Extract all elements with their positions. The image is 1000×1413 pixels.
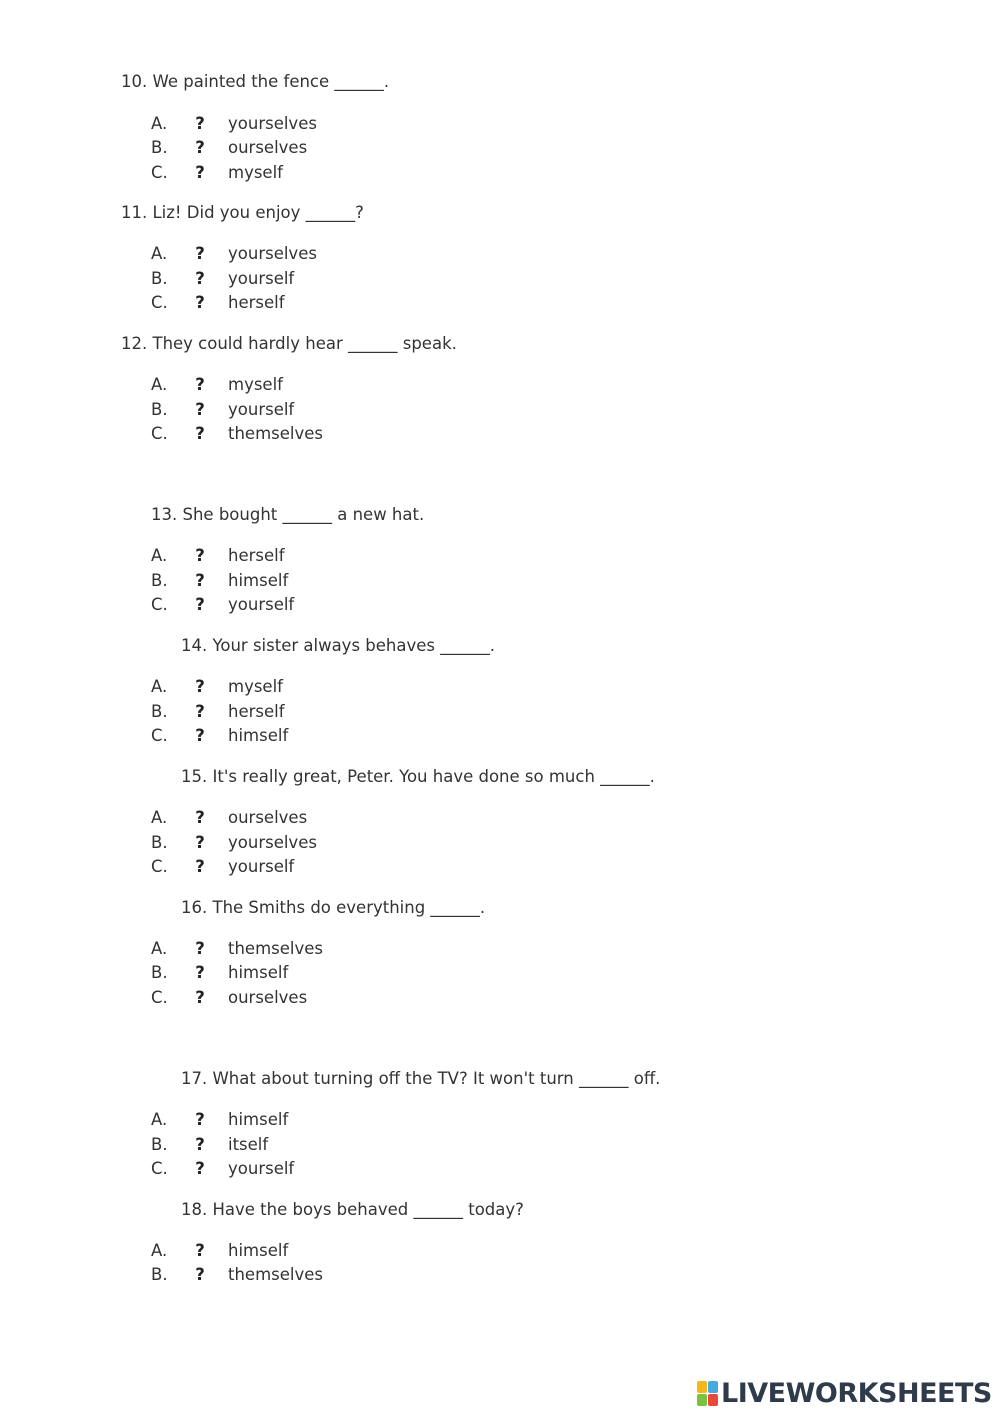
- answer-dropdown-marker[interactable]: ?: [195, 1241, 205, 1260]
- question-16: 16. The Smiths do everything ______.: [181, 898, 486, 917]
- option-letter: A.: [151, 114, 168, 133]
- option-letter: A.: [151, 808, 168, 827]
- option-text: ourselves: [228, 988, 308, 1007]
- option-letter: C.: [151, 726, 168, 745]
- option-letter: B.: [151, 269, 168, 288]
- option-text: itself: [228, 1135, 269, 1154]
- option-17-b[interactable]: [151, 1134, 411, 1156]
- answer-dropdown-marker[interactable]: ?: [195, 726, 205, 745]
- answer-dropdown-marker[interactable]: ?: [195, 963, 205, 982]
- answer-dropdown-marker[interactable]: ?: [195, 293, 205, 312]
- answer-dropdown-marker[interactable]: ?: [195, 677, 205, 696]
- option-text: myself: [228, 677, 283, 696]
- option-16-a[interactable]: [151, 938, 411, 960]
- answer-dropdown-marker[interactable]: ?: [195, 375, 205, 394]
- question-13: 13. She bought ______ a new hat.: [151, 505, 425, 524]
- answer-dropdown-marker[interactable]: ?: [195, 424, 205, 443]
- answer-dropdown-marker[interactable]: ?: [195, 1110, 205, 1129]
- option-10-a[interactable]: [151, 113, 411, 135]
- option-10-b[interactable]: [151, 137, 411, 159]
- option-text: himself: [228, 571, 289, 590]
- option-12-a[interactable]: [151, 374, 411, 396]
- answer-dropdown-marker[interactable]: ?: [195, 808, 205, 827]
- logo-wordmark: LIVEWORKSHEETS: [721, 1378, 992, 1409]
- option-letter: B.: [151, 138, 168, 157]
- answer-dropdown-marker[interactable]: ?: [195, 939, 205, 958]
- option-letter: A.: [151, 1110, 168, 1129]
- answer-dropdown-marker[interactable]: ?: [195, 244, 205, 263]
- option-letter: A.: [151, 244, 168, 263]
- option-15-c[interactable]: [151, 856, 411, 878]
- question-10: 10. We painted the fence ______.: [121, 72, 390, 91]
- option-letter: A.: [151, 939, 168, 958]
- option-letter: C.: [151, 163, 168, 182]
- answer-dropdown-marker[interactable]: ?: [195, 269, 205, 288]
- option-14-a[interactable]: [151, 676, 411, 698]
- answer-dropdown-marker[interactable]: ?: [195, 1265, 205, 1284]
- option-text: yourself: [228, 400, 295, 419]
- option-text: themselves: [228, 424, 323, 443]
- answer-dropdown-marker[interactable]: ?: [195, 595, 205, 614]
- option-14-b[interactable]: [151, 701, 411, 723]
- option-text: ourselves: [228, 138, 308, 157]
- option-15-b[interactable]: [151, 832, 411, 854]
- option-text: yourselves: [228, 114, 317, 133]
- answer-dropdown-marker[interactable]: ?: [195, 988, 205, 1007]
- answer-dropdown-marker[interactable]: ?: [195, 702, 205, 721]
- option-text: himself: [228, 726, 289, 745]
- option-text: themselves: [228, 1265, 323, 1284]
- answer-dropdown-marker[interactable]: ?: [195, 571, 205, 590]
- question-18: 18. Have the boys behaved ______ today?: [181, 1200, 524, 1219]
- option-letter: C.: [151, 595, 168, 614]
- question-15: 15. It's really great, Peter. You have done so much ______.: [181, 767, 655, 786]
- option-letter: B.: [151, 1135, 168, 1154]
- option-18-b[interactable]: [151, 1264, 411, 1286]
- option-letter: C.: [151, 857, 168, 876]
- answer-dropdown-marker[interactable]: ?: [195, 1159, 205, 1178]
- option-text: himself: [228, 963, 289, 982]
- option-text: myself: [228, 163, 283, 182]
- option-text: herself: [228, 293, 285, 312]
- logo-grid-icon: [697, 1381, 719, 1407]
- option-text: yourself: [228, 595, 295, 614]
- option-letter: C.: [151, 988, 168, 1007]
- option-letter: C.: [151, 293, 168, 312]
- option-letter: B.: [151, 1265, 168, 1284]
- option-17-c[interactable]: [151, 1158, 411, 1180]
- question-12: 12. They could hardly hear ______ speak.: [121, 334, 457, 353]
- option-text: herself: [228, 702, 285, 721]
- answer-dropdown-marker[interactable]: ?: [195, 546, 205, 565]
- option-13-b[interactable]: [151, 570, 411, 592]
- option-letter: A.: [151, 375, 168, 394]
- option-12-b[interactable]: [151, 399, 411, 421]
- answer-dropdown-marker[interactable]: ?: [195, 833, 205, 852]
- answer-dropdown-marker[interactable]: ?: [195, 400, 205, 419]
- option-12-c[interactable]: [151, 423, 411, 445]
- option-letter: B.: [151, 833, 168, 852]
- option-17-a[interactable]: [151, 1109, 411, 1131]
- answer-dropdown-marker[interactable]: ?: [195, 857, 205, 876]
- option-16-c[interactable]: [151, 987, 411, 1009]
- question-17: 17. What about turning off the TV? It won't turn ______ off.: [181, 1069, 661, 1088]
- option-letter: A.: [151, 1241, 168, 1260]
- option-letter: B.: [151, 963, 168, 982]
- option-text: herself: [228, 546, 285, 565]
- option-text: myself: [228, 375, 283, 394]
- option-letter: A.: [151, 677, 168, 696]
- liveworksheets-logo: [697, 1377, 997, 1411]
- option-text: ourselves: [228, 808, 308, 827]
- option-letter: B.: [151, 702, 168, 721]
- option-18-a[interactable]: [151, 1240, 411, 1262]
- option-text: yourself: [228, 857, 295, 876]
- answer-dropdown-marker[interactable]: ?: [195, 1135, 205, 1154]
- option-letter: B.: [151, 571, 168, 590]
- option-text: yourself: [228, 1159, 295, 1178]
- option-text: yourself: [228, 269, 295, 288]
- option-letter: C.: [151, 1159, 168, 1178]
- option-10-c[interactable]: [151, 162, 411, 184]
- option-letter: B.: [151, 400, 168, 419]
- option-13-a[interactable]: [151, 545, 411, 567]
- option-15-a[interactable]: [151, 807, 411, 829]
- option-13-c[interactable]: [151, 594, 411, 616]
- option-text: himself: [228, 1110, 289, 1129]
- option-letter: A.: [151, 546, 168, 565]
- answer-dropdown-marker[interactable]: ?: [195, 114, 205, 133]
- option-text: themselves: [228, 939, 323, 958]
- question-14: 14. Your sister always behaves ______.: [181, 636, 495, 655]
- option-11-c[interactable]: [151, 292, 411, 314]
- option-letter: C.: [151, 424, 168, 443]
- option-14-c[interactable]: [151, 725, 411, 747]
- option-text: himself: [228, 1241, 289, 1260]
- option-text: yourselves: [228, 833, 317, 852]
- answer-dropdown-marker[interactable]: ?: [195, 163, 205, 182]
- answer-dropdown-marker[interactable]: ?: [195, 138, 205, 157]
- option-11-a[interactable]: [151, 243, 411, 265]
- option-11-b[interactable]: [151, 268, 411, 290]
- option-text: yourselves: [228, 244, 317, 263]
- question-11: 11. Liz! Did you enjoy ______?: [121, 203, 364, 222]
- option-16-b[interactable]: [151, 962, 411, 984]
